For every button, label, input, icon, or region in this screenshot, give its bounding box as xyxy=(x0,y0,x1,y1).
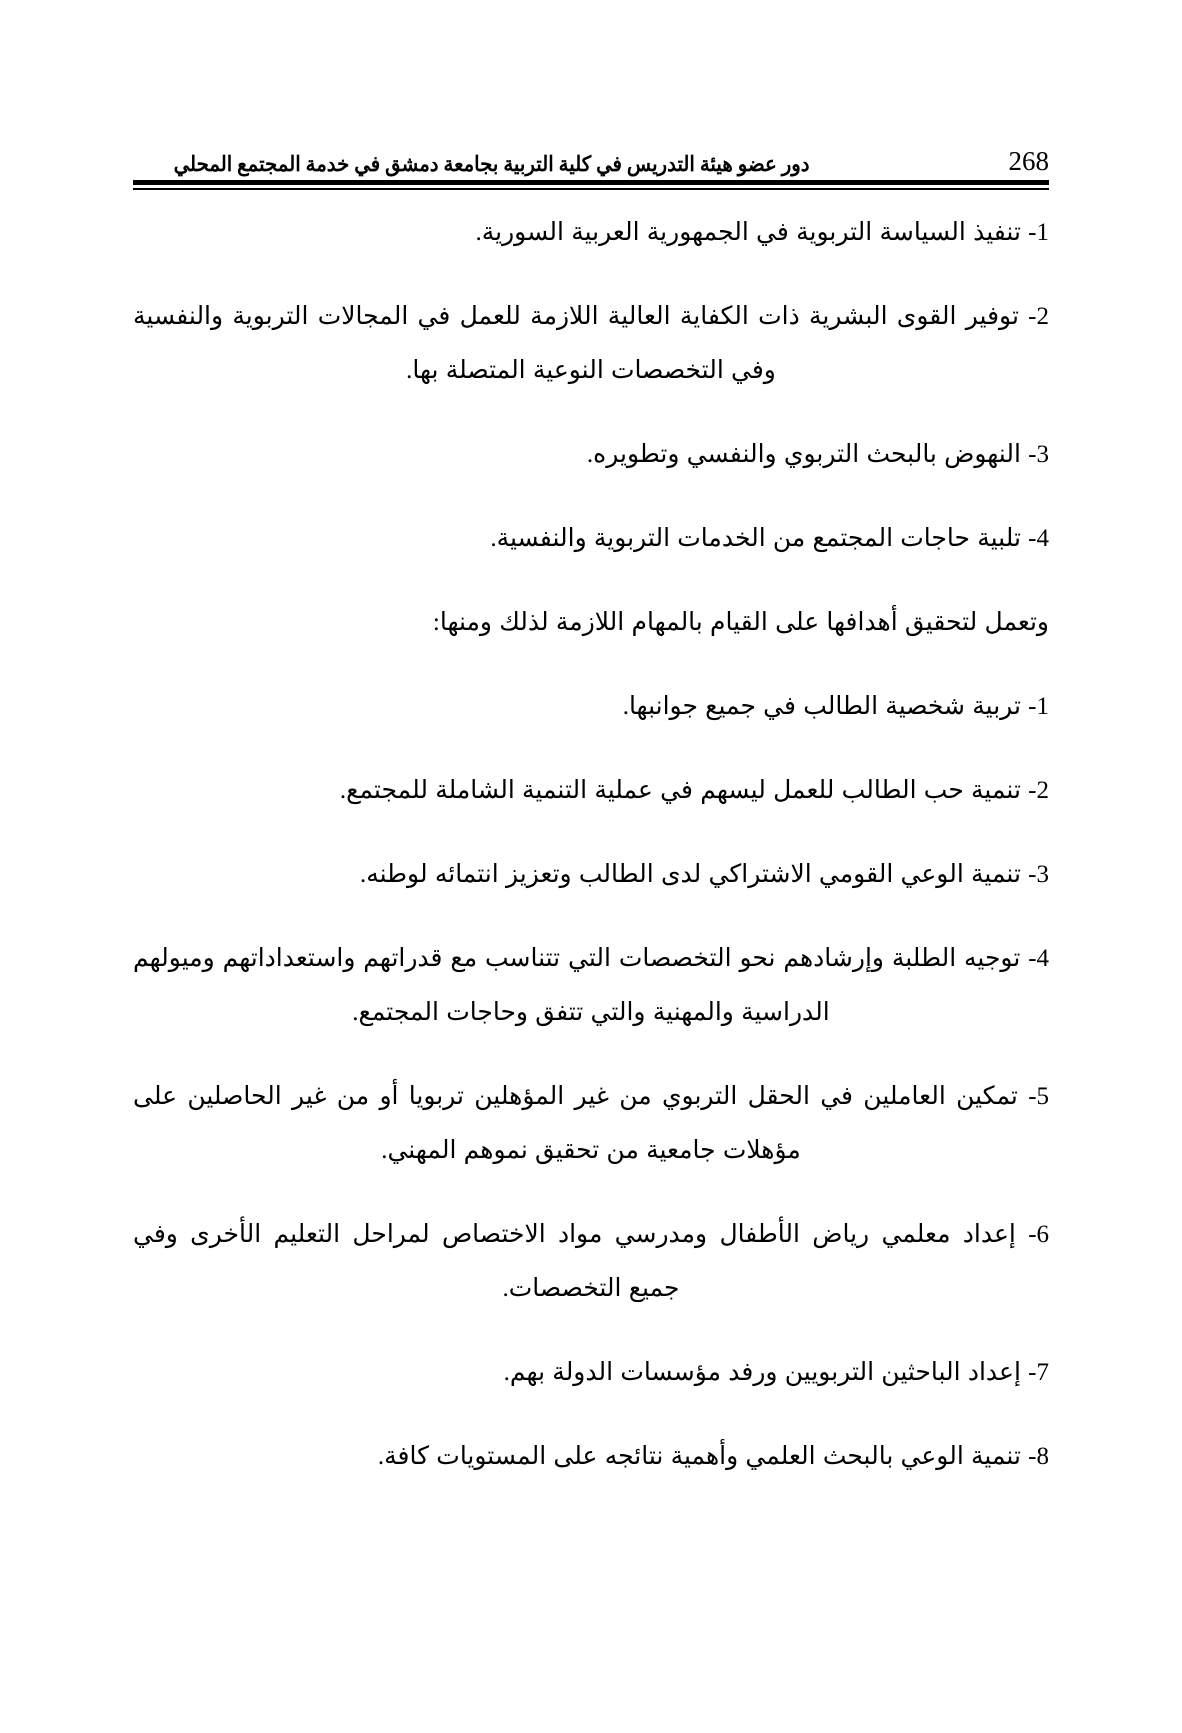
page-number: 268 xyxy=(1008,146,1049,176)
list-item-marker: 1- xyxy=(1028,219,1049,246)
transition-paragraph: وتعمل لتحقيق أهدافها على القيام بالمهام اللازمة لذلك ومنها: xyxy=(432,609,1049,636)
list-item xyxy=(133,1430,1049,1484)
header-rule xyxy=(133,180,1049,190)
list-item xyxy=(133,428,1049,482)
list-item-text: تنمية الوعي بالبحث العلمي وأهمية نتائجه على المستويات كافة. xyxy=(377,1443,1021,1470)
list-item-marker: 4- xyxy=(1028,525,1049,552)
list-item-text: إعداد معلمي رياض الأطفال ومدرسي مواد الاختصاص لمراحل التعليم الأخرى وفي جميع التخصصات. xyxy=(133,1221,1016,1302)
list-item xyxy=(133,848,1049,902)
page-body xyxy=(133,206,1049,1514)
list-item xyxy=(133,1346,1049,1400)
list-item-marker: 3- xyxy=(1028,861,1049,888)
list-item-text: تنفيذ السياسة التربوية في الجمهورية العربية السورية. xyxy=(475,219,1021,246)
list-item-marker: 5- xyxy=(1028,1083,1050,1110)
list-item-marker: 3- xyxy=(1028,441,1049,468)
list-item-text: تنمية الوعي القومي الاشتراكي لدى الطالب وتعزيز انتمائه لوطنه. xyxy=(359,861,1021,888)
list-item-text: إعداد الباحثين التربويين ورفد مؤسسات الدولة بهم. xyxy=(503,1359,1021,1386)
list-item-text: تلبية حاجات المجتمع من الخدمات التربوية والنفسية. xyxy=(490,525,1021,552)
list-item-marker: 8- xyxy=(1028,1443,1049,1470)
list-item xyxy=(133,680,1049,734)
list-item xyxy=(133,290,1049,398)
list-item-text: تمكين العاملين في الحقل التربوي من غير المؤهلين تربويا أو من غير الحاصلين على مؤهلات جامعية من تحقيق نموهم المهني. xyxy=(133,1083,1018,1164)
list-item xyxy=(133,932,1049,1040)
list-item-marker: 1- xyxy=(1028,693,1049,720)
list-item xyxy=(133,512,1049,566)
list-item-text: النهوض بالبحث التربوي والنفسي وتطويره. xyxy=(586,441,1021,468)
page-header xyxy=(133,128,1049,176)
list-item-text: تنمية حب الطالب للعمل ليسهم في عملية التنمية الشاملة للمجتمع. xyxy=(339,777,1021,804)
list-item-marker: 2- xyxy=(1028,303,1049,330)
list-item-text: توجيه الطلبة وإرشادهم نحو التخصصات التي تتناسب مع قدراتهم واستعداداتهم وميولهم الدراسية والمهنية والتي تتفق وحاجات المجتمع. xyxy=(133,945,1021,1026)
list-item-text: توفير القوى البشرية ذات الكفاية العالية اللازمة للعمل في المجالات التربوية والنفسية وفي التخصصات النوعية المتصلة بها. xyxy=(133,303,1019,384)
list-item-marker: 6- xyxy=(1028,1221,1050,1248)
list-item xyxy=(133,1208,1049,1316)
list-item xyxy=(133,764,1049,818)
list-item-marker: 7- xyxy=(1028,1359,1049,1386)
header-rule-thin xyxy=(133,188,1049,190)
list-item xyxy=(133,1070,1049,1178)
list-item xyxy=(133,206,1049,260)
list-item-marker: 2- xyxy=(1028,777,1049,804)
list-item-marker: 4- xyxy=(1028,945,1050,972)
list-item-text: تربية شخصية الطالب في جميع جوانبها. xyxy=(622,693,1021,720)
running-head-title: دور عضو هيئة التدريس في كلية التربية بجامعة دمشق في خدمة المجتمع المحلي xyxy=(173,151,810,176)
